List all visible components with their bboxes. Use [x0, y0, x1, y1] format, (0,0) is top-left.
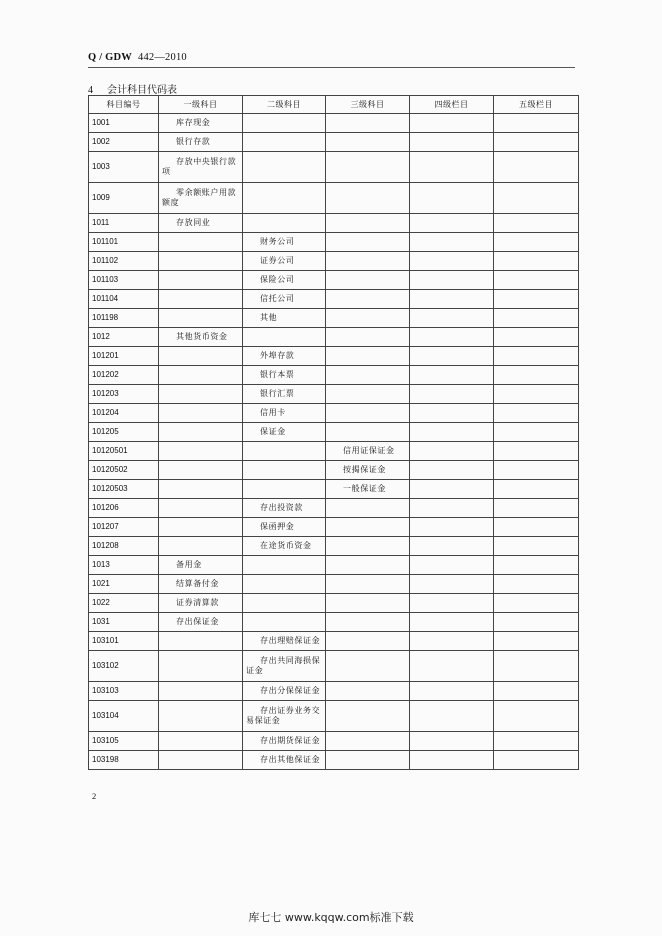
account-name-cell [410, 682, 494, 701]
account-name-cell [159, 309, 243, 328]
account-name-cell [159, 518, 243, 537]
account-name-cell [326, 575, 410, 594]
account-name-cell: 证券清算款 [159, 594, 243, 613]
account-name-cell [410, 366, 494, 385]
table-row [89, 442, 579, 461]
table-row [89, 152, 579, 183]
account-name-cell [410, 613, 494, 632]
account-name-cell: 备用金 [159, 556, 243, 575]
table-row [89, 701, 579, 732]
standard-number: 442—2010 [138, 52, 187, 63]
table-row [89, 385, 579, 404]
account-code-cell: 101205 [89, 423, 159, 442]
table-row [89, 556, 579, 575]
account-name-cell [243, 328, 326, 347]
table-row [89, 347, 579, 366]
account-name-cell [494, 651, 579, 682]
standard-code: Q / GDW [88, 52, 132, 63]
table-row [89, 214, 579, 233]
table-row [89, 537, 579, 556]
table-row [89, 480, 579, 499]
account-name-cell [410, 347, 494, 366]
account-code-cell: 101203 [89, 385, 159, 404]
account-name-cell [410, 732, 494, 751]
account-name-cell [326, 328, 410, 347]
account-code-cell: 103198 [89, 751, 159, 770]
account-name-cell [243, 575, 326, 594]
table-row [89, 651, 579, 682]
account-name-cell [410, 309, 494, 328]
account-name-cell [159, 632, 243, 651]
header-rule [88, 67, 575, 68]
account-name-cell [494, 328, 579, 347]
account-name-cell [410, 271, 494, 290]
account-name-cell: 存出保证金 [159, 613, 243, 632]
account-name-cell [410, 252, 494, 271]
account-name-cell [326, 732, 410, 751]
account-code-cell: 1013 [89, 556, 159, 575]
account-name-cell [326, 651, 410, 682]
account-name-cell [494, 271, 579, 290]
table-row [89, 114, 579, 133]
table-header-row [89, 96, 579, 114]
account-name-cell: 保险公司 [243, 271, 326, 290]
account-name-cell [159, 347, 243, 366]
account-name-cell [494, 423, 579, 442]
account-name-cell [494, 309, 579, 328]
account-name-cell [494, 366, 579, 385]
account-name-cell [494, 133, 579, 152]
account-name-cell [494, 732, 579, 751]
account-code-cell: 103104 [89, 701, 159, 732]
account-name-cell [159, 682, 243, 701]
account-name-cell [494, 290, 579, 309]
account-code-cell: 1002 [89, 133, 159, 152]
account-name-cell [326, 682, 410, 701]
account-name-cell [326, 499, 410, 518]
table-row [89, 461, 579, 480]
account-name-cell [410, 651, 494, 682]
account-name-cell [494, 252, 579, 271]
account-name-cell: 其他 [243, 309, 326, 328]
account-name-cell [494, 575, 579, 594]
account-name-cell [494, 404, 579, 423]
account-name-cell: 存出理赔保证金 [243, 632, 326, 651]
account-code-cell: 10120502 [89, 461, 159, 480]
document-header [88, 51, 187, 63]
account-name-cell [159, 423, 243, 442]
account-name-cell [494, 537, 579, 556]
table-body [89, 114, 579, 770]
section-heading [88, 81, 177, 96]
account-name-cell: 零余额账户用款额度 [159, 183, 243, 214]
account-name-cell [243, 480, 326, 499]
account-name-cell [494, 152, 579, 183]
account-name-cell [243, 461, 326, 480]
table-row [89, 404, 579, 423]
account-name-cell [159, 233, 243, 252]
table-row [89, 682, 579, 701]
table-row [89, 423, 579, 442]
account-name-cell [410, 701, 494, 732]
account-name-cell [326, 309, 410, 328]
account-name-cell [410, 575, 494, 594]
account-name-cell [326, 556, 410, 575]
account-name-cell: 银行汇票 [243, 385, 326, 404]
account-name-cell [410, 114, 494, 133]
account-name-cell [159, 385, 243, 404]
account-name-cell [410, 214, 494, 233]
table-row [89, 366, 579, 385]
account-name-cell [326, 271, 410, 290]
account-code-cell: 1012 [89, 328, 159, 347]
account-name-cell [494, 183, 579, 214]
column-header: 五级栏目 [494, 96, 579, 114]
watermark-footer: 库七七 www.kqqw.com标准下载 [248, 911, 414, 924]
section-number: 4 [88, 85, 93, 96]
account-name-cell [159, 271, 243, 290]
table-row [89, 594, 579, 613]
account-name-cell: 存放中央银行款项 [159, 152, 243, 183]
account-name-cell [494, 682, 579, 701]
table-row [89, 271, 579, 290]
column-header: 三级科目 [326, 96, 410, 114]
account-code-cell: 1003 [89, 152, 159, 183]
account-name-cell: 在途货币资金 [243, 537, 326, 556]
account-name-cell [494, 461, 579, 480]
account-code-cell: 103103 [89, 682, 159, 701]
account-name-cell: 存出其他保证金 [243, 751, 326, 770]
account-name-cell [410, 152, 494, 183]
account-name-cell [410, 499, 494, 518]
account-name-cell [326, 214, 410, 233]
table-row [89, 632, 579, 651]
account-code-cell: 101207 [89, 518, 159, 537]
account-name-cell [494, 594, 579, 613]
account-name-cell [410, 751, 494, 770]
account-name-cell [326, 423, 410, 442]
table-row [89, 233, 579, 252]
account-name-cell [410, 404, 494, 423]
account-name-cell [494, 632, 579, 651]
column-header: 一级科目 [159, 96, 243, 114]
account-name-cell [494, 751, 579, 770]
account-name-cell [494, 214, 579, 233]
account-name-cell: 结算备付金 [159, 575, 243, 594]
account-name-cell [326, 594, 410, 613]
account-code-cell: 103101 [89, 632, 159, 651]
table-row [89, 732, 579, 751]
account-name-cell: 存出共同海损保证金 [243, 651, 326, 682]
account-name-cell: 银行存款 [159, 133, 243, 152]
account-code-cell: 101198 [89, 309, 159, 328]
account-name-cell: 信用卡 [243, 404, 326, 423]
table-row [89, 499, 579, 518]
account-name-cell [159, 480, 243, 499]
account-name-cell [410, 442, 494, 461]
account-name-cell [494, 114, 579, 133]
account-code-cell: 101204 [89, 404, 159, 423]
account-name-cell [326, 252, 410, 271]
account-name-cell [159, 537, 243, 556]
account-name-cell [410, 480, 494, 499]
account-name-cell [410, 290, 494, 309]
account-code-cell: 1021 [89, 575, 159, 594]
table-row [89, 518, 579, 537]
account-name-cell [494, 518, 579, 537]
account-name-cell [326, 404, 410, 423]
table-row [89, 309, 579, 328]
account-name-cell [494, 499, 579, 518]
account-name-cell [159, 404, 243, 423]
account-name-cell [159, 651, 243, 682]
table-row [89, 133, 579, 152]
account-code-cell: 1022 [89, 594, 159, 613]
account-name-cell: 按揭保证金 [326, 461, 410, 480]
account-name-cell: 存出投资款 [243, 499, 326, 518]
table-row [89, 613, 579, 632]
column-header: 四级栏目 [410, 96, 494, 114]
account-name-cell: 证券公司 [243, 252, 326, 271]
account-code-cell: 103102 [89, 651, 159, 682]
account-name-cell: 信用证保证金 [326, 442, 410, 461]
account-name-cell [243, 594, 326, 613]
account-name-cell [326, 613, 410, 632]
account-name-cell: 存出期货保证金 [243, 732, 326, 751]
account-name-cell [410, 328, 494, 347]
section-title: 会计科目代码表 [107, 85, 177, 96]
account-name-cell [243, 613, 326, 632]
table-row [89, 751, 579, 770]
table-row [89, 328, 579, 347]
account-name-cell [159, 751, 243, 770]
account-name-cell: 保函押金 [243, 518, 326, 537]
account-name-cell [159, 252, 243, 271]
account-name-cell: 库存现金 [159, 114, 243, 133]
account-name-cell [326, 152, 410, 183]
account-name-cell: 其他货币资金 [159, 328, 243, 347]
account-code-cell: 101103 [89, 271, 159, 290]
account-name-cell [494, 613, 579, 632]
account-name-cell: 保证金 [243, 423, 326, 442]
account-name-cell [494, 701, 579, 732]
account-name-cell [410, 133, 494, 152]
account-code-cell: 101202 [89, 366, 159, 385]
account-name-cell [243, 114, 326, 133]
account-name-cell [494, 442, 579, 461]
column-header: 科目编号 [89, 96, 159, 114]
account-name-cell [410, 233, 494, 252]
account-code-cell: 103105 [89, 732, 159, 751]
account-name-cell [326, 366, 410, 385]
account-name-cell: 财务公司 [243, 233, 326, 252]
account-name-cell [159, 290, 243, 309]
column-header: 二级科目 [243, 96, 326, 114]
account-code-cell: 101208 [89, 537, 159, 556]
account-name-cell [410, 632, 494, 651]
account-name-cell [159, 461, 243, 480]
account-name-cell [410, 518, 494, 537]
account-name-cell [494, 480, 579, 499]
account-name-cell [243, 183, 326, 214]
account-name-cell [326, 518, 410, 537]
account-name-cell [159, 442, 243, 461]
account-name-cell: 存出证券业务交易保证金 [243, 701, 326, 732]
account-name-cell [243, 442, 326, 461]
account-name-cell [326, 114, 410, 133]
account-name-cell: 信托公司 [243, 290, 326, 309]
account-code-cell: 10120501 [89, 442, 159, 461]
account-name-cell [410, 537, 494, 556]
account-code-cell: 1001 [89, 114, 159, 133]
account-code-table [88, 95, 579, 770]
account-name-cell [243, 133, 326, 152]
account-code-cell: 1011 [89, 214, 159, 233]
account-name-cell [410, 461, 494, 480]
account-code-cell: 1031 [89, 613, 159, 632]
account-name-cell [326, 290, 410, 309]
account-name-cell [410, 556, 494, 575]
table-row [89, 575, 579, 594]
account-name-cell [243, 556, 326, 575]
account-name-cell [326, 751, 410, 770]
account-code-cell: 101206 [89, 499, 159, 518]
account-name-cell [494, 233, 579, 252]
account-code-cell: 10120503 [89, 480, 159, 499]
account-name-cell [326, 233, 410, 252]
account-code-cell: 1009 [89, 183, 159, 214]
account-name-cell [159, 732, 243, 751]
account-name-cell [326, 133, 410, 152]
account-name-cell: 存放同业 [159, 214, 243, 233]
account-name-cell [326, 385, 410, 404]
account-code-cell: 101104 [89, 290, 159, 309]
account-code-cell: 101101 [89, 233, 159, 252]
account-name-cell [410, 423, 494, 442]
account-name-cell: 外埠存款 [243, 347, 326, 366]
account-name-cell [326, 183, 410, 214]
account-name-cell [243, 214, 326, 233]
account-name-cell [326, 537, 410, 556]
account-name-cell [494, 385, 579, 404]
account-name-cell: 一般保证金 [326, 480, 410, 499]
account-name-cell [410, 385, 494, 404]
account-name-cell [243, 152, 326, 183]
account-name-cell: 存出分保保证金 [243, 682, 326, 701]
account-name-cell [410, 594, 494, 613]
page-number: 2 [92, 791, 97, 801]
account-name-cell [494, 347, 579, 366]
table-row [89, 183, 579, 214]
account-name-cell [410, 183, 494, 214]
account-name-cell: 银行本票 [243, 366, 326, 385]
account-name-cell [326, 701, 410, 732]
account-code-cell: 101102 [89, 252, 159, 271]
table-row [89, 252, 579, 271]
account-code-cell: 101201 [89, 347, 159, 366]
account-name-cell [159, 701, 243, 732]
account-name-cell [159, 366, 243, 385]
account-name-cell [159, 499, 243, 518]
account-name-cell [326, 632, 410, 651]
account-name-cell [326, 347, 410, 366]
account-name-cell [494, 556, 579, 575]
table-row [89, 290, 579, 309]
